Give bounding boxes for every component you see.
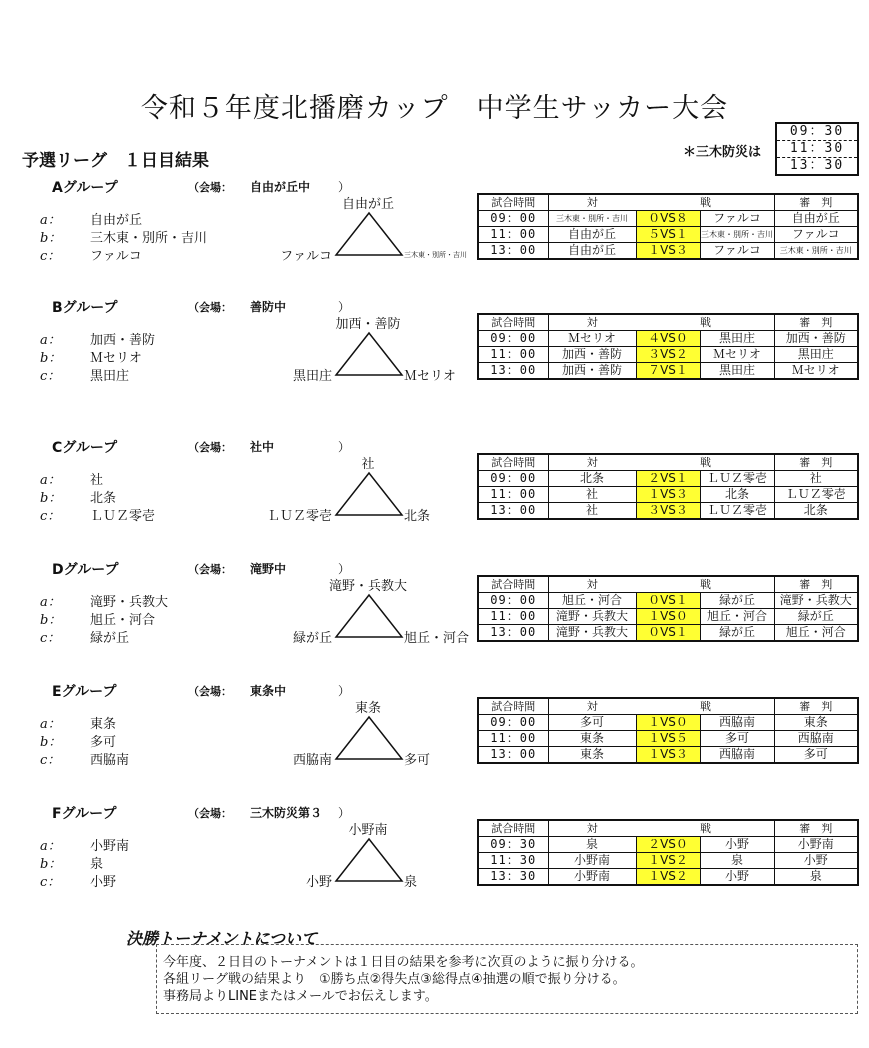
match-score: １VS０	[636, 609, 700, 625]
header-vs2: 戦	[700, 454, 774, 471]
miki-time: 13：30	[777, 157, 857, 174]
triangle-diagram	[334, 715, 404, 761]
match-time: 11：00	[478, 347, 548, 363]
triangle-top-team: 社	[361, 457, 375, 472]
match-time: 09：00	[478, 331, 548, 347]
venue-label: （会場：	[188, 181, 232, 194]
match-home: 滝野・兵教大	[548, 609, 636, 625]
match-score: ０VS１	[636, 625, 700, 642]
team-key: b：	[40, 491, 62, 506]
group-section	[0, 437, 869, 557]
results-table	[477, 697, 859, 764]
triangle-left-team: ＬＵＺ零壱	[266, 509, 332, 524]
triangle-right-team: 旭丘・河合	[404, 631, 470, 646]
team-key: a：	[40, 333, 61, 348]
match-row	[478, 731, 858, 747]
venue-name: 東条中	[250, 684, 287, 698]
header-ref: 審 判	[774, 454, 858, 471]
team-key: c：	[40, 631, 61, 646]
match-away: 多可	[700, 731, 774, 747]
match-score: １VS３	[636, 243, 700, 260]
team-row	[40, 469, 103, 488]
triangle-right-team: 泉	[404, 875, 418, 890]
team-name: ファルコ	[90, 249, 142, 264]
header-blank	[636, 698, 700, 715]
team-name: 滝野・兵教大	[90, 595, 169, 610]
final-line: 各組リーグ戦の結果より ①勝ち点②得失点③総得点④抽選の順で振り分ける。	[163, 972, 626, 987]
final-line: 今年度、２日目のトーナメントは１日目の結果を参考に次頁のように振り分ける。	[163, 955, 644, 970]
team-row	[40, 627, 129, 646]
page-subtitle: 予選リーグ １日目結果	[22, 151, 209, 171]
team-name: 加西・善防	[90, 333, 156, 348]
header-blank	[636, 454, 700, 471]
match-row	[478, 869, 858, 886]
team-row	[40, 505, 155, 524]
header-vs2: 戦	[700, 820, 774, 837]
header-ref: 審 判	[774, 698, 858, 715]
team-key: b：	[40, 613, 62, 628]
match-time: 13：00	[478, 625, 548, 642]
group-title: Dグループ	[52, 562, 119, 578]
match-time: 09：00	[478, 471, 548, 487]
team-name: 自由が丘	[90, 213, 143, 228]
header-ref: 審 判	[774, 314, 858, 331]
header-vs2: 戦	[700, 576, 774, 593]
match-away: 小野	[700, 869, 774, 886]
header-vs1: 対	[548, 576, 636, 593]
match-referee: Ｍセリオ	[774, 363, 858, 380]
header-vs1: 対	[548, 194, 636, 211]
match-time: 11：00	[478, 227, 548, 243]
header-vs1: 対	[548, 454, 636, 471]
venue-label: （会場：	[188, 441, 232, 454]
match-away: ＬＵＺ零壱	[700, 471, 774, 487]
group-title: Eグループ	[52, 684, 117, 700]
match-referee: 緑が丘	[774, 609, 858, 625]
results-table	[477, 453, 859, 520]
match-time: 13：00	[478, 243, 548, 260]
triangle-left-team: 緑が丘	[292, 631, 332, 646]
match-row	[478, 715, 858, 731]
match-home: Ｍセリオ	[548, 331, 636, 347]
match-score: １VS５	[636, 731, 700, 747]
triangle-left-team: 黒田庄	[292, 369, 332, 384]
header-vs2: 戦	[700, 698, 774, 715]
match-referee: 社	[774, 471, 858, 487]
team-name: ＬＵＺ零壱	[90, 509, 156, 524]
match-time: 13：00	[478, 503, 548, 520]
group-title: Bグループ	[52, 300, 118, 316]
match-away: 旭丘・河合	[700, 609, 774, 625]
header-vs1: 対	[548, 314, 636, 331]
triangle-left-team: ファルコ	[280, 249, 332, 264]
match-referee: 多可	[774, 747, 858, 764]
venue-label: （会場：	[188, 685, 232, 698]
match-row	[478, 747, 858, 764]
header-time: 試合時間	[478, 314, 548, 331]
match-referee: 小野南	[774, 837, 858, 853]
match-away: 黒田庄	[700, 331, 774, 347]
group-section	[0, 559, 869, 679]
match-away: ファルコ	[700, 243, 774, 260]
team-key: a：	[40, 595, 61, 610]
match-referee: ＬＵＺ零壱	[774, 487, 858, 503]
header-ref: 審 判	[774, 820, 858, 837]
triangle-top-team: 加西・善防	[335, 317, 401, 332]
match-score: ７VS１	[636, 363, 700, 380]
match-home: 東条	[548, 747, 636, 764]
match-row	[478, 487, 858, 503]
triangle-left-team: 小野	[305, 875, 332, 890]
match-referee: 小野	[774, 853, 858, 869]
match-row	[478, 363, 858, 380]
match-away: 西脇南	[700, 715, 774, 731]
triangle-top-team: 滝野・兵教大	[328, 579, 407, 594]
team-row	[40, 245, 142, 264]
team-row	[40, 835, 129, 854]
match-referee: 北条	[774, 503, 858, 520]
triangle-top-team: 小野南	[348, 823, 388, 838]
match-referee: 滝野・兵教大	[774, 593, 858, 609]
team-name: 旭丘・河合	[90, 613, 156, 628]
match-home: 東条	[548, 731, 636, 747]
venue-close: ）	[338, 806, 351, 820]
match-time: 09：00	[478, 211, 548, 227]
match-referee: 加西・善防	[774, 331, 858, 347]
venue-name: 三木防災第３	[250, 806, 323, 820]
team-key: c：	[40, 875, 61, 890]
venue-name: 社中	[250, 440, 275, 454]
match-score: ２VS１	[636, 471, 700, 487]
match-time: 13：30	[478, 869, 548, 886]
header-blank	[636, 194, 700, 211]
venue-close: ）	[338, 180, 351, 194]
team-name: Ｍセリオ	[90, 351, 142, 366]
results-table	[477, 193, 859, 260]
team-key: b：	[40, 351, 62, 366]
match-referee: 三木東・別所・吉川	[774, 243, 858, 260]
team-name: 泉	[90, 857, 104, 872]
match-referee: 黒田庄	[774, 347, 858, 363]
match-row	[478, 593, 858, 609]
match-away: 緑が丘	[700, 593, 774, 609]
header-time: 試合時間	[478, 194, 548, 211]
match-score: ０VS８	[636, 211, 700, 227]
team-row	[40, 487, 116, 506]
triangle-right-team: 三木東・別所・吉川	[404, 251, 467, 259]
match-away: Ｍセリオ	[700, 347, 774, 363]
venue-label: （会場：	[188, 807, 232, 820]
match-score: ３VS２	[636, 347, 700, 363]
team-row	[40, 749, 129, 768]
match-time: 13：00	[478, 363, 548, 380]
team-name: 小野	[90, 875, 117, 890]
match-time: 11：00	[478, 487, 548, 503]
match-score: １VS０	[636, 715, 700, 731]
team-key: a：	[40, 839, 61, 854]
header-ref: 審 判	[774, 576, 858, 593]
team-row	[40, 713, 116, 732]
venue-close: ）	[338, 440, 351, 454]
match-row	[478, 331, 858, 347]
group-title: Aグループ	[52, 180, 118, 196]
match-home: 加西・善防	[548, 347, 636, 363]
match-referee: 東条	[774, 715, 858, 731]
triangle-diagram	[334, 837, 404, 883]
match-away: 西脇南	[700, 747, 774, 764]
group-section	[0, 177, 869, 297]
triangle-right-team: 北条	[404, 509, 431, 524]
match-time: 09：30	[478, 837, 548, 853]
team-row	[40, 227, 207, 246]
match-row	[478, 243, 858, 260]
triangle-top-team: 自由が丘	[341, 197, 394, 212]
triangle-diagram	[334, 211, 404, 257]
match-time: 11：00	[478, 609, 548, 625]
match-home: 加西・善防	[548, 363, 636, 380]
venue-close: ）	[338, 684, 351, 698]
match-home: 多可	[548, 715, 636, 731]
team-key: c：	[40, 509, 61, 524]
match-home: 滝野・兵教大	[548, 625, 636, 642]
team-name: 小野南	[90, 839, 130, 854]
match-score: １VS３	[636, 747, 700, 764]
team-name: 多可	[90, 735, 117, 750]
match-score: １VS３	[636, 487, 700, 503]
team-row	[40, 365, 129, 384]
match-time: 11：00	[478, 731, 548, 747]
team-key: c：	[40, 369, 61, 384]
group-title: Fグループ	[52, 806, 117, 822]
match-score: ４VS０	[636, 331, 700, 347]
match-score: ０VS１	[636, 593, 700, 609]
match-row	[478, 227, 858, 243]
team-key: c：	[40, 249, 61, 264]
team-key: a：	[40, 213, 61, 228]
match-away: 緑が丘	[700, 625, 774, 642]
group-section	[0, 803, 869, 923]
match-time: 09：00	[478, 593, 548, 609]
match-away: 北条	[700, 487, 774, 503]
header-time: 試合時間	[478, 454, 548, 471]
match-time: 13：00	[478, 747, 548, 764]
header-blank	[636, 314, 700, 331]
triangle-top-team: 東条	[354, 701, 381, 716]
match-away: 黒田庄	[700, 363, 774, 380]
team-key: a：	[40, 473, 61, 488]
miki-times-box	[775, 122, 859, 176]
miki-time: 11：30	[777, 140, 857, 157]
header-vs2: 戦	[700, 314, 774, 331]
match-away: 小野	[700, 837, 774, 853]
match-home: 自由が丘	[548, 227, 636, 243]
venue-close: ）	[338, 300, 351, 314]
match-referee: ファルコ	[774, 227, 858, 243]
team-row	[40, 871, 116, 890]
venue-name: 滝野中	[250, 562, 287, 576]
match-row	[478, 347, 858, 363]
match-row	[478, 471, 858, 487]
group-section	[0, 681, 869, 801]
match-row	[478, 503, 858, 520]
venue-label: （会場：	[188, 563, 232, 576]
team-key: b：	[40, 857, 62, 872]
group-title: Cグループ	[52, 440, 118, 456]
match-home: 自由が丘	[548, 243, 636, 260]
match-away: ファルコ	[700, 211, 774, 227]
group-section	[0, 297, 869, 417]
venue-label: （会場：	[188, 301, 232, 314]
match-home: 三木東・別所・吉川	[548, 211, 636, 227]
match-referee: 泉	[774, 869, 858, 886]
match-row	[478, 853, 858, 869]
header-vs1: 対	[548, 698, 636, 715]
team-row	[40, 329, 155, 348]
team-key: b：	[40, 735, 62, 750]
team-name: 黒田庄	[90, 369, 130, 384]
match-score: ２VS０	[636, 837, 700, 853]
match-score: １VS２	[636, 853, 700, 869]
miki-time: 09：30	[789, 124, 845, 139]
final-line: 事務局よりLINEまたはメールでお伝えします。	[163, 989, 438, 1004]
team-row	[40, 209, 142, 228]
match-row	[478, 837, 858, 853]
header-time: 試合時間	[478, 820, 548, 837]
match-row	[478, 625, 858, 642]
team-name: 北条	[90, 491, 117, 506]
header-vs1: 対	[548, 820, 636, 837]
triangle-diagram	[334, 593, 404, 639]
venue-close: ）	[338, 562, 351, 576]
triangle-diagram	[334, 471, 404, 517]
header-blank	[636, 820, 700, 837]
match-row	[478, 211, 858, 227]
match-row	[478, 609, 858, 625]
venue-name: 自由が丘中	[250, 180, 311, 194]
match-score: ５VS１	[636, 227, 700, 243]
team-row	[40, 347, 142, 366]
header-blank	[636, 576, 700, 593]
triangle-right-team: 多可	[404, 753, 431, 768]
team-name: 三木東・別所・吉川	[90, 231, 208, 246]
match-home: 泉	[548, 837, 636, 853]
team-name: 緑が丘	[90, 631, 130, 646]
team-row	[40, 853, 103, 872]
match-score: １VS２	[636, 869, 700, 886]
team-name: 東条	[90, 717, 117, 732]
match-home: 小野南	[548, 853, 636, 869]
triangle-left-team: 西脇南	[292, 753, 332, 768]
match-home: 小野南	[548, 869, 636, 886]
team-name: 社	[90, 473, 104, 488]
team-row	[40, 591, 168, 610]
match-away: 三木東・別所・吉川	[700, 227, 774, 243]
match-away: 泉	[700, 853, 774, 869]
team-key: c：	[40, 753, 61, 768]
match-time: 11：30	[478, 853, 548, 869]
match-score: ３VS３	[636, 503, 700, 520]
header-vs2: 戦	[700, 194, 774, 211]
match-home: 旭丘・河合	[548, 593, 636, 609]
page-title: 令和５年度北播磨カップ 中学生サッカー大会	[140, 93, 729, 124]
match-home: 北条	[548, 471, 636, 487]
header-ref: 審 判	[774, 194, 858, 211]
venue-name: 善防中	[250, 300, 287, 314]
results-table	[477, 819, 859, 886]
match-referee: 自由が丘	[774, 211, 858, 227]
header-time: 試合時間	[478, 698, 548, 715]
triangle-right-team: Ｍセリオ	[404, 369, 456, 384]
match-home: 社	[548, 487, 636, 503]
match-time: 09：00	[478, 715, 548, 731]
match-home: 社	[548, 503, 636, 520]
header-time: 試合時間	[478, 576, 548, 593]
match-referee: 西脇南	[774, 731, 858, 747]
results-table	[477, 575, 859, 642]
team-name: 西脇南	[90, 753, 130, 768]
results-table	[477, 313, 859, 380]
team-row	[40, 731, 116, 750]
miki-note: ＊三木防災は	[683, 145, 762, 160]
match-referee: 旭丘・河合	[774, 625, 858, 642]
team-key: b：	[40, 231, 62, 246]
team-row	[40, 609, 155, 628]
team-key: a：	[40, 717, 61, 732]
match-away: ＬＵＺ零壱	[700, 503, 774, 520]
triangle-diagram	[334, 331, 404, 377]
final-title: 決勝トーナメントについて	[126, 929, 318, 948]
final-notice-box	[156, 944, 858, 1014]
